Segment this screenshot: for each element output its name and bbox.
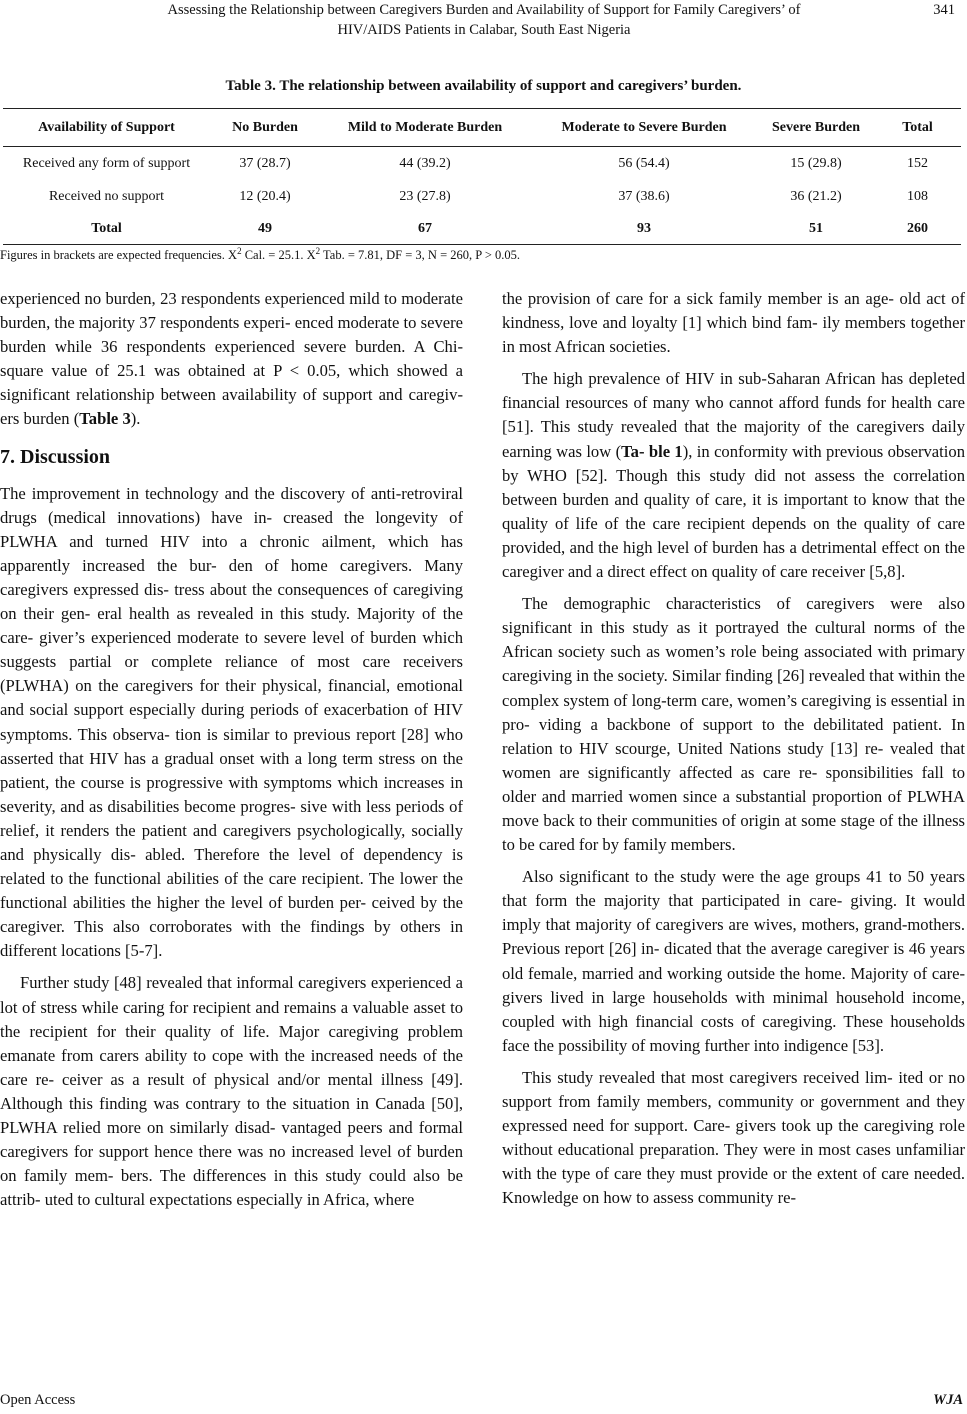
table-cell: 49 [210, 213, 320, 245]
column-header: Severe Burden [758, 109, 874, 147]
table-reference: Ta- ble 1 [621, 441, 683, 461]
table-cell: 37 (28.7) [239, 155, 291, 171]
table-cell: 37 (38.6) [618, 188, 670, 204]
header-title-line-1: Assessing the Relationship between Caregivers Burden and Availability of Support for Family Caregivers’ of [167, 2, 801, 18]
body-paragraph: This study revealed that most caregivers received lim- ited or no support from family members, community or government and they expressed need for support. Care- givers took up the caregiving role without educational preparation. They were in most cases unfamiliar with the type of care they must provide or the extent of care needed. Knowledge on how to assess community re- [502, 1067, 965, 1208]
body-paragraph: Further study [48] revealed that informal caregivers experienced a lot of stress while caring for recipient and remains a valuable asset to the recipient for their quality of life. Major caregiving problem emanate from carers ability to cope with the increased needs of the care re- ceiver as a result of physical and/or mental illness [49]. Although this finding was contrary to the situation in Canada [50], PLWHA relied more on similarly disad- vantaged peers and formal caregivers for support hence there was no increased level of burden on family mem- bers. The differences in this study could also be attrib- uted to cultural expectations especially in Africa, where [0, 973, 463, 1210]
table-cell: 93 [530, 213, 758, 245]
table-cell: Received any form of support [22, 155, 191, 171]
table-caption: Table 3. The relationship between availability of support and caregivers’ burden. [225, 78, 742, 94]
table-cell: Total [3, 213, 210, 245]
paragraph-text: experienced no burden, 23 respondents experienced mild to moderate burden, the majority 37 respondents experi- enced moderate to severe burden while 36 respondents experienced severe burden. A Chi-square value of 25.1 was obtained at P < 0.05, which showed a significant relationship between availability of support and caregiv- ers burden ( [0, 289, 463, 429]
table-cell: 152 [907, 155, 928, 171]
table-cell: 260 [874, 213, 961, 245]
body-paragraph [0, 287, 463, 432]
running-header [60, 0, 908, 40]
table-reference: Table 3 [79, 409, 131, 429]
footer-open-access: Open Access [0, 1392, 76, 1408]
page-number: 341 [933, 2, 955, 18]
table-row [3, 180, 961, 213]
footnote-superscript: 2 [315, 246, 321, 256]
table-cell: 15 (29.8) [790, 155, 842, 171]
column-header: No Burden [210, 109, 320, 147]
left-column [0, 287, 463, 1220]
table-cell: 12 (20.4) [239, 188, 291, 204]
body-paragraph: The improvement in technology and the discovery of anti-retroviral drugs (medical innovations) have in- creased the longevity of PLWHA and turned HIV into a chronic ailment, which has apparently increased the bur- den of home caregivers. Many caregivers expressed dis- tress about the consequences of caregiving on their gen- eral health as revealed in this study. Majority of the care- giver’s experienced moderate to severe level of burden which suggests partial or complete reliance of most care receivers (PLWHA) on the caregivers for their physical, financial, emotional and social support especially during periods of exacerbation of HIV symptoms. This observa- tion is similar to previous report [28] who asserted that HIV has a gradual onset with a long term stress on the patient, the course is progressive with symptoms which increases in severity, and as disabilities become progres- sive with less periods of relief, it renders the patient and caregivers psychologically, socially and physically dis- abled. Therefore the level of dependency is related to the functional abilities of the care recipient. The lower the functional abilities the higher the level of burden per- ceived by the caregiver. This also corroborates with the findings by others in different locations [5-7]. [0, 483, 463, 961]
body-paragraph: The demographic characteristics of caregivers were also significant in this study as it portrayed the cultural norms of the African society such as women’s role being associated with primary caregiving in the society. Similar finding [26] revealed that within the complex system of long-term care, women’s caregiving is essential in pro- viding a backbone of support to the debilitated patient. In relation to HIV scourge, United Nations study [13] re- vealed that women are significantly affected as care re- sponsibilities fall to older and married women since a substantial proportion of PLWHA move back to their communities of origin at some stage of the illness to be cared for by family members. [502, 594, 965, 855]
support-burden-table [3, 108, 961, 245]
body-paragraph: Also significant to the study were the age groups 41 to 50 years that form the majority that participated in care- giving. It would imply that majority of caregivers are wives, mothers, grand-mothers. Previous report [26] in- dicated that the average caregiver is 46 years old female, married and working outside the home. Majority of care- givers lived in large households with minimal household income, coupled with high financial costs of caregiving. These households face the possibility of moving further into indigence [53]. [502, 867, 965, 1055]
table-cell: 108 [907, 188, 928, 204]
table-footnote [0, 246, 520, 263]
table-cell: 51 [758, 213, 874, 245]
paragraph-text: The high prevalence of HIV in sub-Saharan African has depleted financial resources of many who cannot afford funds for health care [51]. This study revealed that the majority of the caregivers daily earning was low ( [502, 369, 965, 461]
table-cell: 56 (54.4) [618, 155, 670, 171]
table-header-row [3, 109, 961, 147]
column-header: Availability of Support [3, 109, 210, 147]
table-cell: 44 (39.2) [399, 155, 451, 171]
column-header: Total [874, 109, 961, 147]
table-cell: 36 (21.2) [790, 188, 842, 204]
column-header: Mild to Moderate Burden [320, 109, 530, 147]
right-column [502, 287, 965, 1218]
table-row [3, 147, 961, 181]
column-header: Moderate to Severe Burden [530, 109, 758, 147]
footnote-text: Tab. = 7.81, DF = 3, N = 260, P > 0.05. [320, 248, 521, 263]
header-title-line-2: HIV/AIDS Patients in Calabar, South East Nigeria [337, 22, 631, 38]
paragraph-text: ). [130, 409, 141, 429]
footnote-text: Cal. = 25.1. X [241, 248, 316, 263]
table-cell: 23 (27.8) [399, 188, 451, 204]
footnote-superscript: 2 [237, 246, 242, 256]
body-paragraph [502, 367, 965, 584]
table-cell: Received no support [48, 188, 165, 204]
body-paragraph: the provision of care for a sick family member is an age- old act of kindness, love and loyalty [1] which bind fam- ily members together in most African societies. [502, 289, 965, 357]
section-heading: 7. Discussion [0, 445, 111, 468]
table-cell: 67 [320, 213, 530, 245]
table-total-row [3, 213, 961, 245]
footer-journal-abbrev: WJA [933, 1392, 963, 1408]
footnote-text: Figures in brackets are expected frequencies. X [0, 248, 238, 263]
paragraph-text: ), in conformity with previous observation by WHO [52]. Though this study did not assess the correlation between burden and quality of care, it is important to know that the quality of life of the care recipient depends on the quality of care provided, and the high level of burden has a detrimental effect on the caregiver and a direct effect on quality of care receiver [5,8]. [502, 441, 965, 582]
